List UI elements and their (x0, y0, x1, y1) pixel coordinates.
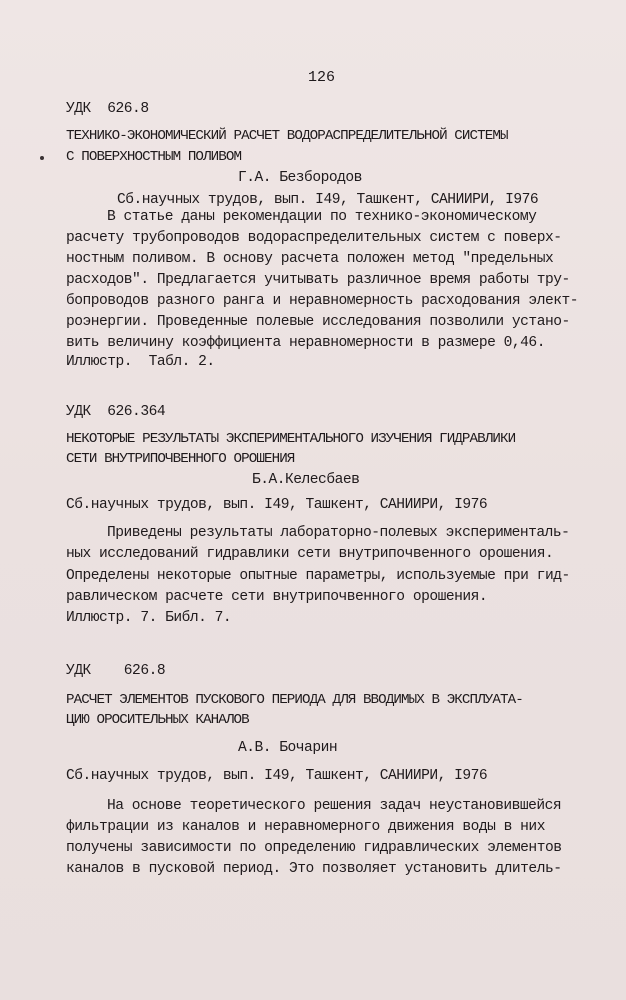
abstract-line: равлическом расчете сети внутрипочвенного орошения. (66, 589, 488, 605)
udk-code: УДК 626.8 (66, 101, 149, 117)
abstract-line: В статье даны рекомендации по технико-экономическому (107, 209, 537, 225)
entry-title-line: РАСЧЕТ ЭЛЕМЕНТОВ ПУСКОВОГО ПЕРИОДА ДЛЯ ВВОДИМЫХ В ЭКСПЛУАТА- (66, 692, 523, 708)
entry-title-line: ТЕХНИКО-ЭКОНОМИЧЕСКИЙ РАСЧЕТ ВОДОРАСПРЕДЕЛИТЕЛЬНОЙ СИСТЕМЫ (66, 128, 508, 144)
abstract-line: фильтрации из каналов и неравномерного движения воды в них (66, 819, 545, 835)
abstract-line: роэнергии. Проведенные полевые исследования позволили устано- (66, 314, 570, 330)
udk-code: УДК 626.364 (66, 404, 166, 420)
abstract-line: Иллюстр. 7. Библ. 7. (66, 610, 232, 626)
abstract-line: Приведены результаты лабораторно-полевых эксперименталь- (107, 525, 570, 541)
source: Сб.научных трудов, вып. I49, Ташкент, САНИИРИ, I976 (117, 192, 539, 208)
entry-title-line: НЕКОТОРЫЕ РЕЗУЛЬТАТЫ ЭКСПЕРИМЕНТАЛЬНОГО ИЗУЧЕНИЯ ГИДРАВЛИКИ (66, 431, 516, 447)
entry-title-line: СЕТИ ВНУТРИПОЧВЕННОГО ОРОШЕНИЯ (66, 451, 295, 467)
udk-code: УДК 626.8 (66, 663, 166, 679)
author: Б.А.Келесбаев (252, 472, 360, 488)
abstract-line: ностным поливом. В основу расчета положен метод "предельных (66, 251, 554, 267)
abstract-line: расчету трубопроводов водораспределительных систем с поверх- (66, 230, 562, 246)
source: Сб.научных трудов, вып. I49, Ташкент, САНИИРИ, I976 (66, 497, 488, 513)
abstract-line: бопроводов разного ранга и неравномерность расходования элект- (66, 293, 578, 309)
entry-title-line: С ПОВЕРХНОСТНЫМ ПОЛИВОМ (66, 149, 242, 165)
abstract-line: Иллюстр. Табл. 2. (66, 354, 215, 370)
abstract-line: На основе теоретического решения задач неустановившейся (107, 798, 562, 814)
margin-dot (40, 156, 44, 160)
abstract-line: вить величину коэффициента неравномерности в размере 0,46. (66, 335, 545, 351)
author: Г.А. Безбородов (238, 170, 362, 186)
abstract-line: получены зависимости по определению гидравлических элементов (66, 840, 562, 856)
abstract-line: расходов". Предлагается учитывать различное время работы тру- (66, 272, 570, 288)
source: Сб.научных трудов, вып. I49, Ташкент, САНИИРИ, I976 (66, 768, 488, 784)
abstract-line: ных исследований гидравлики сети внутрипочвенного орошения. (66, 546, 554, 562)
author: А.В. Бочарин (238, 740, 338, 756)
page-number: 126 (308, 69, 336, 86)
abstract-line: Определены некоторые опытные параметры, используемые при гид- (66, 568, 570, 584)
entry-title-line: ЦИЮ ОРОСИТЕЛЬНЫХ КАНАЛОВ (66, 712, 249, 728)
abstract-line: каналов в пусковой период. Это позволяет установить длитель- (66, 861, 562, 877)
